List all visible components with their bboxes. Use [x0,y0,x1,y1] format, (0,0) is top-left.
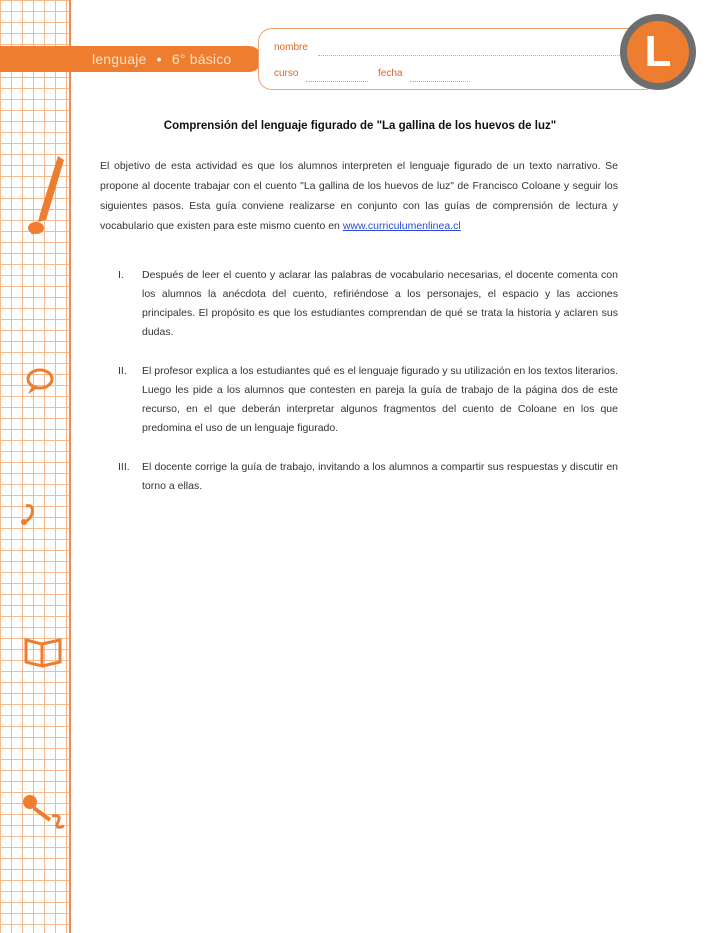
step-text: El profesor explica a los estudiantes qué es el lenguaje figurado y su utilización en los textos literarios. Luego les pide a los alumnos que contesten en pareja la guía de trabajo de la página dos de este recurso, en el que deberán interpretar algunos fragmentos del cuento de Coloane en los que predomina el uso de un lenguaje figurado. [142,365,618,434]
subject-separator: • [156,51,162,67]
intro-paragraph [100,156,618,236]
microphone-icon [20,792,70,832]
grade-label: 6° básico [171,51,232,67]
subject-label [92,49,231,69]
step-number: III. [118,461,130,473]
step-text: El docente corrige la guía de trabajo, invitando a los alumnos a compartir sus respuestas y discutir en torno a ellas. [142,461,618,492]
course-label: curso [274,68,299,79]
step-number: I. [118,269,124,281]
intro-text: El objetivo de esta actividad es que los alumnos interpreten el lenguaje figurado de un texto narrativo. Se propone al docente trabajar con el cuento "La gallina de los huevos de luz" de Francisco Coloane y seguir los siguientes pasos. Esta guía conviene realizarse en conjunto con las guías de comprensión de lectura y vocabulario que existen para este mismo cuento en [100,160,618,232]
subject-name: lenguaje [92,51,147,67]
curriculum-link[interactable]: www.curriculumenlinea.cl [342,220,461,232]
date-label: fecha [378,68,403,79]
steps-list [100,266,618,516]
course-field[interactable] [306,81,368,82]
step-item [100,458,618,496]
step-item [100,266,618,342]
name-field[interactable] [318,55,628,56]
pencil-icon [24,150,68,240]
book-icon [22,634,66,670]
music-note-icon [18,502,42,528]
step-text: Después de leer el cuento y aclarar las palabras de vocabulario necesarias, el docente comenta con los alumnos la anécdota del cuento, refiriéndose a los personajes, el espacio y las acciones principales. El propósito es que los estudiantes comprendan de qué se trata la historia y aclaren sus dudas. [142,269,618,338]
date-field[interactable] [410,81,470,82]
document-title: Comprensión del lenguaje figurado de "La gallina de los huevos de luz" [163,120,557,132]
step-number: II. [118,365,127,377]
name-label: nombre [274,42,308,53]
subject-badge-letter: L [644,27,672,76]
step-item [100,362,618,438]
speech-bubble-icon [24,366,58,396]
